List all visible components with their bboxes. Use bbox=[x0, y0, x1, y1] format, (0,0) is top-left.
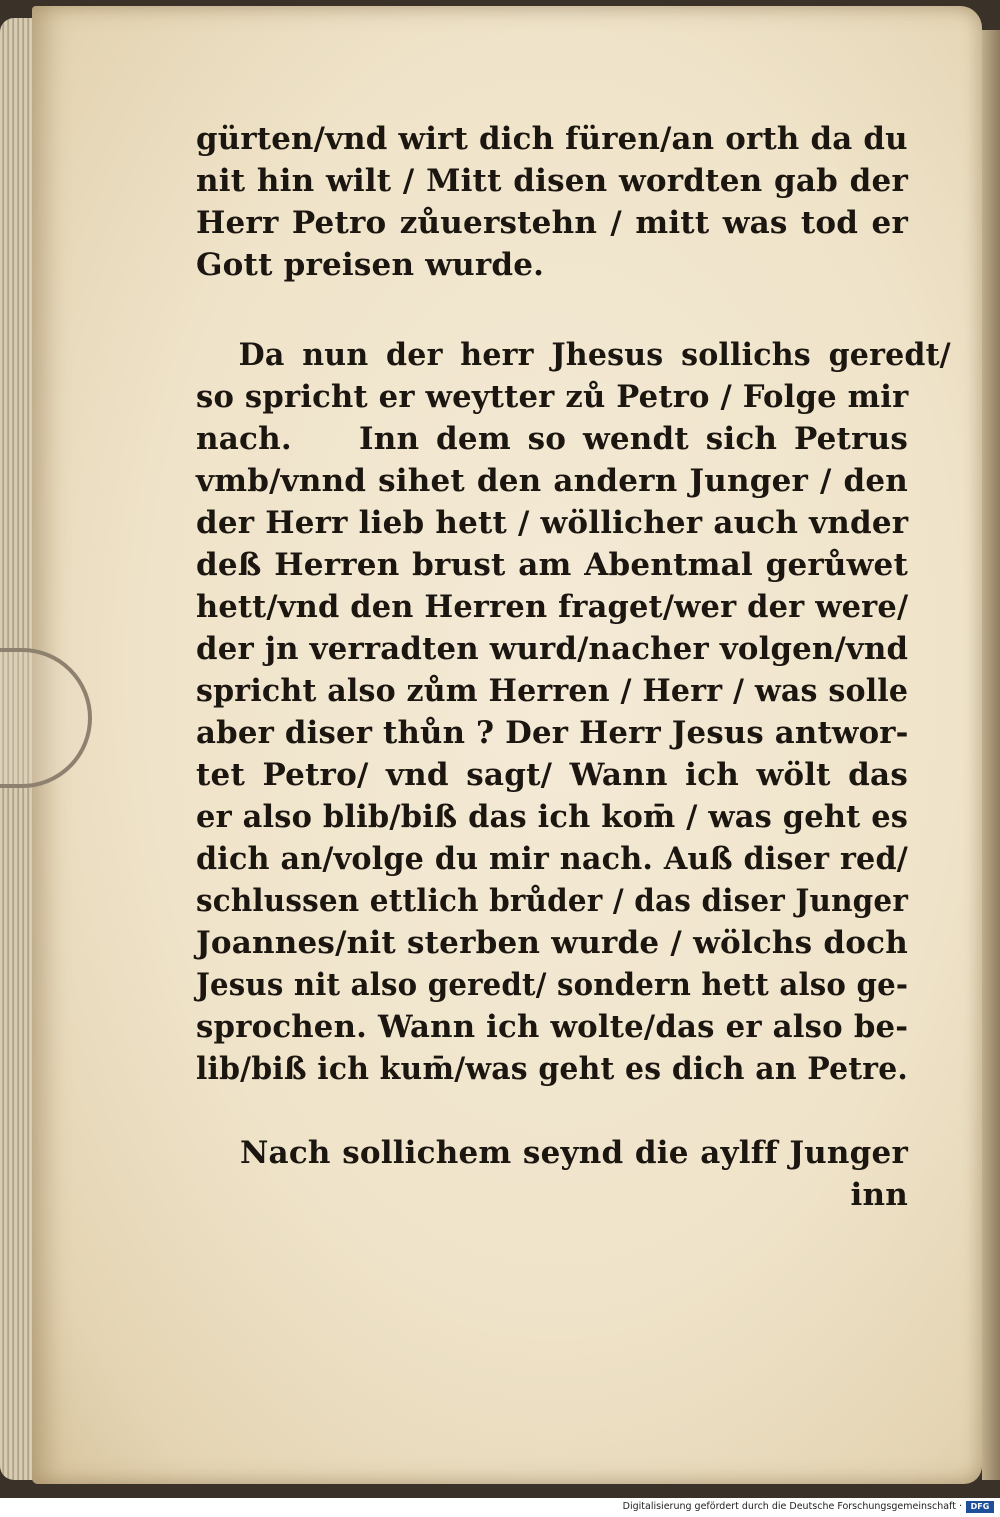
book-fore-edge bbox=[982, 30, 1000, 1480]
text-line: deß Herren brust am Abentmal gerůwet bbox=[196, 547, 908, 583]
text-line: er also blib/biß das ich kom̄ / was geht es bbox=[196, 799, 909, 835]
text-line: dich an/volge du mir nach. Auß diser red/ bbox=[196, 841, 908, 877]
catchword: inn bbox=[850, 1177, 908, 1213]
page-text bbox=[196, 118, 951, 1318]
text-line: Jesus nit also geredt/ sondern hett also ge- bbox=[196, 967, 909, 1003]
text-line: hett/vnd den Herren fraget/wer der were/ bbox=[196, 589, 909, 625]
text-line: Joannes/nit sterben wurde / wölchs doch bbox=[196, 925, 908, 961]
text-line: Herr Petro zůuerstehn / mitt was tod er bbox=[196, 205, 908, 241]
text-line: der Herr lieb hett / wöllicher auch vnder bbox=[196, 505, 909, 541]
text-line: schlussen ettlich brůder / das diser Junger bbox=[196, 883, 909, 919]
text-line: nach. Inn dem so wendt sich Petrus bbox=[196, 421, 908, 457]
footer-bar bbox=[0, 1498, 1000, 1517]
paragraph-3 bbox=[196, 1132, 908, 1216]
text-line: aber diser thůn ? Der Herr Jesus antwor- bbox=[196, 715, 909, 751]
text-line: nit hin wilt / Mitt disen wordten gab der bbox=[196, 163, 908, 199]
text-line: Da nun der herr Jhesus sollichs geredt/ bbox=[238, 337, 951, 373]
text-line: vmb/vnnd sihet den andern Junger / den bbox=[196, 463, 908, 499]
text-line: gürten/vnd wirt dich füren/an orth da du bbox=[196, 121, 908, 157]
text-line: tet Petro/ vnd sagt/ Wann ich wölt das bbox=[196, 757, 908, 793]
paragraph-2 bbox=[196, 334, 951, 1090]
text-line: so spricht er weytter zů Petro / Folge mir bbox=[196, 379, 909, 415]
text-line: lib/biß ich kum̄/was geht es dich an Petre. bbox=[196, 1051, 909, 1087]
paragraph-1 bbox=[196, 118, 908, 286]
text-line: Gott preisen wurde. bbox=[196, 247, 545, 283]
text-line: sprochen. Wann ich wolte/das er also be- bbox=[196, 1009, 909, 1045]
text-line: der jn verradten wurd/nacher volgen/vnd bbox=[196, 631, 909, 667]
text-line: Nach sollichem seynd die aylff Junger bbox=[240, 1135, 908, 1171]
dfg-logo: DFG bbox=[966, 1501, 994, 1513]
funding-credit: Digitalisierung gefördert durch die Deutsche Forschungsgemeinschaft · bbox=[622, 1501, 962, 1512]
text-line: spricht also zům Herren / Herr / was solle bbox=[196, 673, 909, 709]
